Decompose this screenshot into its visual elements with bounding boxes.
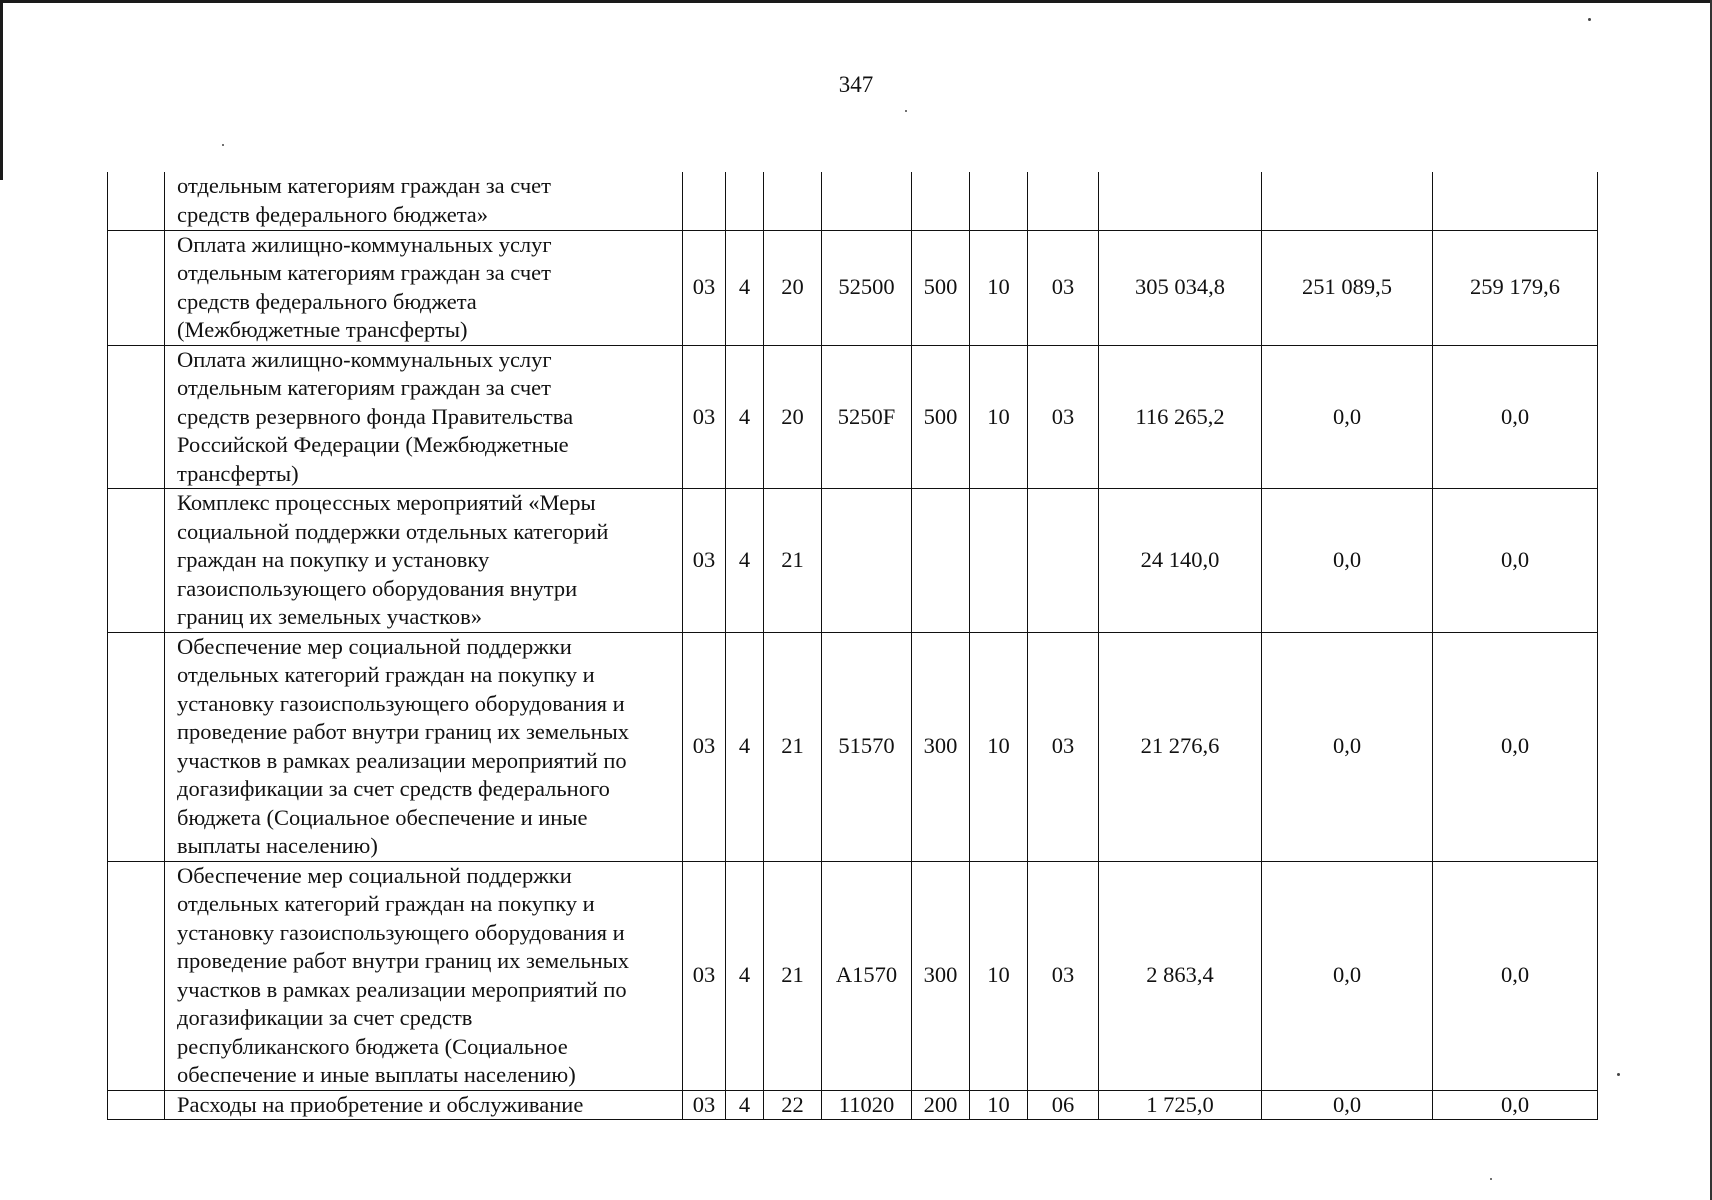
code-a-cell: 03 bbox=[683, 632, 726, 861]
scan-edge-top bbox=[0, 0, 1712, 3]
code-b-cell: 4 bbox=[726, 1090, 764, 1120]
code-f-cell: 10 bbox=[970, 861, 1028, 1090]
budget-table bbox=[107, 172, 1598, 1120]
row-number-cell bbox=[108, 345, 165, 489]
code-e-cell bbox=[912, 172, 970, 230]
row-number-cell bbox=[108, 489, 165, 633]
expense-name-line: Расходы на приобретение и обслуживание bbox=[177, 1091, 584, 1117]
code-e-cell: 300 bbox=[912, 861, 970, 1090]
expense-name-line: отдельным категориям граждан за счет bbox=[177, 173, 551, 199]
expense-name-line: установку газоиспользующего оборудования и bbox=[177, 690, 625, 716]
table-row bbox=[108, 861, 1598, 1090]
expense-name-line: отдельным категориям граждан за счет bbox=[177, 260, 551, 285]
expense-name-line: проведение работ внутри границ их земельных bbox=[177, 948, 630, 973]
code-d-cell: 11020 bbox=[822, 1090, 912, 1120]
amount-year-2-cell: 0,0 bbox=[1262, 1090, 1433, 1120]
code-e-cell: 300 bbox=[912, 632, 970, 861]
code-e-cell: 500 bbox=[912, 230, 970, 345]
code-e-cell bbox=[912, 489, 970, 633]
expense-name-cell bbox=[165, 861, 683, 1090]
code-b-cell: 4 bbox=[726, 230, 764, 345]
expense-name-line: (Межбюджетные трансферты) bbox=[177, 317, 468, 342]
code-d-cell: 5250F bbox=[822, 345, 912, 489]
table-row bbox=[108, 632, 1598, 861]
page-number: 347 bbox=[838, 72, 874, 97]
expense-name-cell bbox=[165, 632, 683, 861]
table-row bbox=[108, 230, 1598, 345]
row-number-cell bbox=[108, 861, 165, 1090]
expense-name-line: отдельных категорий граждан на покупку и bbox=[177, 891, 595, 916]
code-f-cell bbox=[970, 172, 1028, 230]
table-row bbox=[108, 345, 1598, 489]
table-body bbox=[108, 172, 1598, 1120]
expense-name-line: проведение работ внутри границ их земельных bbox=[177, 719, 630, 744]
code-b-cell: 4 bbox=[726, 632, 764, 861]
code-f-cell: 10 bbox=[970, 230, 1028, 345]
code-g-cell: 06 bbox=[1028, 1090, 1099, 1120]
amount-year-1-cell: 1 725,0 bbox=[1099, 1090, 1262, 1120]
code-c-cell: 21 bbox=[764, 632, 822, 861]
code-b-cell: 4 bbox=[726, 861, 764, 1090]
amount-year-3-cell: 0,0 bbox=[1433, 345, 1598, 489]
code-d-cell: А1570 bbox=[822, 861, 912, 1090]
code-b-cell bbox=[726, 172, 764, 230]
amount-year-1-cell bbox=[1099, 172, 1262, 230]
code-f-cell: 10 bbox=[970, 1090, 1028, 1120]
code-c-cell: 21 bbox=[764, 861, 822, 1090]
expense-name-line: участков в рамках реализации мероприятий по bbox=[177, 976, 627, 1002]
amount-year-3-cell: 0,0 bbox=[1433, 861, 1598, 1090]
row-number-cell bbox=[108, 172, 165, 230]
code-a-cell: 03 bbox=[683, 1090, 726, 1120]
amount-year-2-cell bbox=[1262, 172, 1433, 230]
code-f-cell bbox=[970, 489, 1028, 633]
expense-name-line: трансферты) bbox=[177, 460, 299, 486]
expense-name-cell bbox=[165, 489, 683, 633]
expense-name-line: газоиспользующего оборудования внутри bbox=[177, 575, 578, 601]
code-e-cell: 200 bbox=[912, 1090, 970, 1120]
amount-year-1-cell: 116 265,2 bbox=[1099, 345, 1262, 489]
amount-year-1-cell: 2 863,4 bbox=[1099, 861, 1262, 1090]
row-number-cell bbox=[108, 632, 165, 861]
expense-name-line: Обеспечение мер социальной поддержки bbox=[177, 633, 572, 659]
expense-name-line: обеспечение и иные выплаты населению) bbox=[177, 1062, 576, 1087]
amount-year-3-cell bbox=[1433, 172, 1598, 230]
expense-name-line: Обеспечение мер социальной поддержки bbox=[177, 862, 572, 888]
code-d-cell: 52500 bbox=[822, 230, 912, 345]
code-g-cell bbox=[1028, 489, 1099, 633]
code-c-cell: 20 bbox=[764, 230, 822, 345]
code-a-cell: 03 bbox=[683, 230, 726, 345]
scan-speck bbox=[1490, 1178, 1492, 1180]
code-g-cell: 03 bbox=[1028, 345, 1099, 489]
amount-year-1-cell: 24 140,0 bbox=[1099, 489, 1262, 633]
table-row bbox=[108, 489, 1598, 633]
expense-name-cell bbox=[165, 1090, 683, 1120]
code-b-cell: 4 bbox=[726, 345, 764, 489]
expense-name-line: граждан на покупку и установку bbox=[177, 547, 490, 572]
expense-name-line: догазификации за счет средств федерального bbox=[177, 776, 610, 801]
expense-name-line: отдельных категорий граждан на покупку и bbox=[177, 662, 595, 687]
expense-name-line: бюджета (Социальное обеспечение и иные bbox=[177, 804, 588, 830]
code-g-cell: 03 bbox=[1028, 632, 1099, 861]
expense-name-cell bbox=[165, 345, 683, 489]
amount-year-1-cell: 305 034,8 bbox=[1099, 230, 1262, 345]
table-row bbox=[108, 1090, 1598, 1120]
amount-year-3-cell: 259 179,6 bbox=[1433, 230, 1598, 345]
code-d-cell: 51570 bbox=[822, 632, 912, 861]
expense-name-line: средств федерального бюджета bbox=[177, 288, 477, 314]
amount-year-3-cell: 0,0 bbox=[1433, 1090, 1598, 1120]
scan-speck bbox=[1617, 1073, 1620, 1076]
expense-name-line: средств резервного фонда Правительства bbox=[177, 403, 574, 429]
expense-name-line: республиканского бюджета (Социальное bbox=[177, 1033, 568, 1059]
code-c-cell: 21 bbox=[764, 489, 822, 633]
code-f-cell: 10 bbox=[970, 632, 1028, 861]
amount-year-2-cell: 0,0 bbox=[1262, 489, 1433, 633]
row-number-cell bbox=[108, 230, 165, 345]
amount-year-2-cell: 0,0 bbox=[1262, 632, 1433, 861]
expense-name-line: выплаты населению) bbox=[177, 833, 378, 858]
amount-year-1-cell: 21 276,6 bbox=[1099, 632, 1262, 861]
scan-speck bbox=[1588, 18, 1591, 21]
expense-name-line: социальной поддержки отдельных категорий bbox=[177, 518, 609, 544]
expense-name-line: Российской Федерации (Межбюджетные bbox=[177, 432, 569, 457]
expense-name-line: средств федерального бюджета» bbox=[177, 201, 489, 227]
amount-year-3-cell: 0,0 bbox=[1433, 632, 1598, 861]
amount-year-2-cell: 0,0 bbox=[1262, 861, 1433, 1090]
code-a-cell: 03 bbox=[683, 489, 726, 633]
expense-name-cell bbox=[165, 172, 683, 230]
expense-name-line: установку газоиспользующего оборудования и bbox=[177, 919, 625, 945]
table-row bbox=[108, 172, 1598, 230]
code-d-cell bbox=[822, 172, 912, 230]
expense-name-line: Оплата жилищно-коммунальных услуг bbox=[177, 346, 552, 372]
code-a-cell: 03 bbox=[683, 345, 726, 489]
code-e-cell: 500 bbox=[912, 345, 970, 489]
code-g-cell: 03 bbox=[1028, 230, 1099, 345]
expense-name-line: участков в рамках реализации мероприятий по bbox=[177, 747, 627, 773]
amount-year-3-cell: 0,0 bbox=[1433, 489, 1598, 633]
code-a-cell bbox=[683, 172, 726, 230]
code-g-cell bbox=[1028, 172, 1099, 230]
expense-name-line: Оплата жилищно-коммунальных услуг bbox=[177, 231, 552, 257]
scan-speck bbox=[222, 144, 224, 146]
amount-year-2-cell: 0,0 bbox=[1262, 345, 1433, 489]
code-c-cell bbox=[764, 172, 822, 230]
code-c-cell: 20 bbox=[764, 345, 822, 489]
expense-name-cell bbox=[165, 230, 683, 345]
expense-name-line: отдельным категориям граждан за счет bbox=[177, 375, 551, 400]
code-d-cell bbox=[822, 489, 912, 633]
code-c-cell: 22 bbox=[764, 1090, 822, 1120]
code-b-cell: 4 bbox=[726, 489, 764, 633]
code-a-cell: 03 bbox=[683, 861, 726, 1090]
code-g-cell: 03 bbox=[1028, 861, 1099, 1090]
code-f-cell: 10 bbox=[970, 345, 1028, 489]
expense-name-line: догазификации за счет средств bbox=[177, 1005, 473, 1030]
expense-name-line: границ их земельных участков» bbox=[177, 604, 483, 629]
scan-speck bbox=[905, 110, 907, 112]
expense-name-line: Комплекс процессных мероприятий «Меры bbox=[177, 490, 596, 515]
row-number-cell bbox=[108, 1090, 165, 1120]
amount-year-2-cell: 251 089,5 bbox=[1262, 230, 1433, 345]
